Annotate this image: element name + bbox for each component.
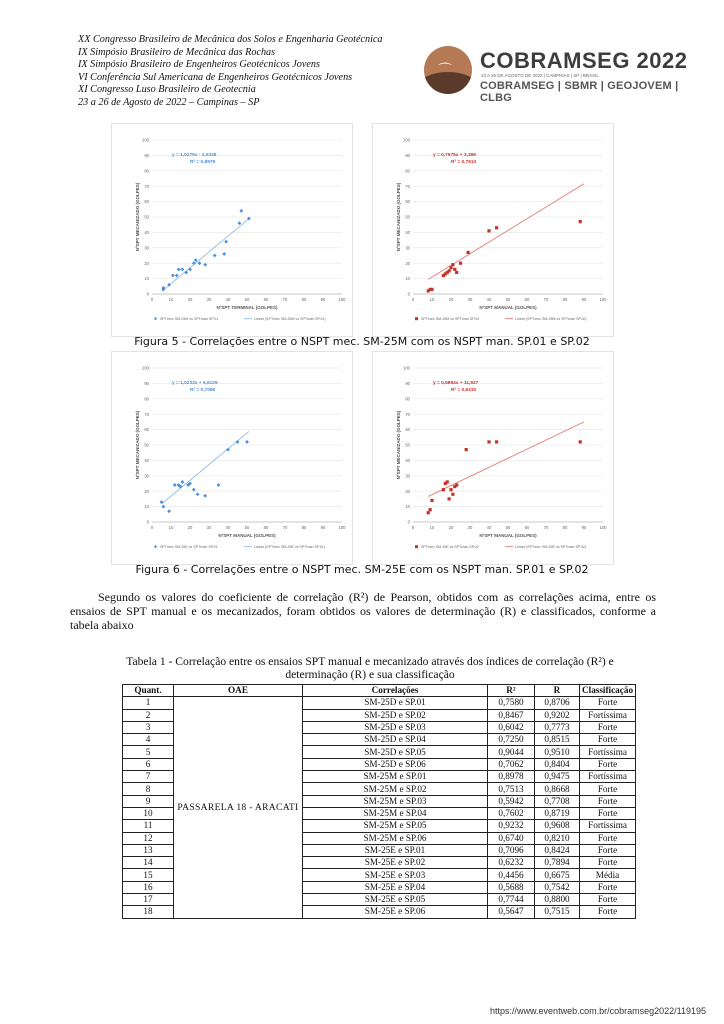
data-point <box>181 480 185 484</box>
data-point <box>429 508 432 511</box>
data-point <box>162 505 166 509</box>
figure5-caption: Figura 5 - Correlações entre o NSPT mec. SM-25M com os NSPT man. SP.01 e SP.02 <box>134 335 590 348</box>
data-point <box>430 288 433 291</box>
x-tick-label: 50 <box>244 525 250 530</box>
cell-classificacao: Forte <box>580 881 636 893</box>
x-tick-label: 10 <box>429 525 435 530</box>
cell-r2: 0,4456 <box>488 869 535 881</box>
cell-quant: 9 <box>123 795 174 807</box>
x-axis-label: NºSPT MANUAL (GOLPES) <box>479 305 537 310</box>
cell-quant: 5 <box>123 746 174 758</box>
data-point <box>579 220 582 223</box>
cell-quant: 18 <box>123 906 174 918</box>
x-tick-label: 30 <box>467 525 473 530</box>
x-tick-label: 40 <box>225 525 231 530</box>
x-tick-label: 60 <box>524 297 530 302</box>
cell-r2: 0,7513 <box>488 783 535 795</box>
cell-classificacao: Forte <box>580 894 636 906</box>
y-tick-label: 100 <box>142 365 149 371</box>
header-r: R <box>535 685 580 697</box>
cell-r2: 0,9232 <box>488 820 535 832</box>
cell-r2: 0,8467 <box>488 709 535 721</box>
y-tick-label: 40 <box>144 458 149 463</box>
y-tick-label: 20 <box>405 260 410 266</box>
cell-r: 0,8210 <box>535 832 580 844</box>
correlation-table <box>122 684 636 919</box>
data-point <box>192 261 196 265</box>
x-tick-label: 50 <box>505 525 511 530</box>
cell-classificacao: Forte <box>580 795 636 807</box>
scatter-plot <box>373 124 613 336</box>
data-point <box>487 440 490 443</box>
y-tick-label: 70 <box>144 411 149 417</box>
header-line: IX Simpósio Brasileiro de Engenheiros Geotécnicos Jovens <box>78 59 320 71</box>
data-point <box>226 448 230 452</box>
cell-correlacao: SM-25D e SP.05 <box>303 746 488 758</box>
data-point <box>213 254 217 258</box>
cell-quant: 3 <box>123 721 174 733</box>
data-point <box>579 440 582 443</box>
trend-equation: y = 0,5894x + 11,927 <box>433 381 479 386</box>
x-tick-label: 70 <box>543 297 549 302</box>
x-tick-label: 80 <box>301 297 307 302</box>
cell-r: 0,8719 <box>535 807 580 819</box>
data-point <box>167 509 171 513</box>
legend-entry: Linear (SPTmec SM-25E vs SPTman SP.02) <box>515 545 587 549</box>
cell-classificacao: Fortíssima <box>580 746 636 758</box>
y-tick-label: 100 <box>403 137 410 143</box>
data-point <box>427 511 430 514</box>
data-point <box>188 267 192 271</box>
y-tick-label: 90 <box>405 153 410 158</box>
data-point <box>495 440 498 443</box>
y-tick-label: 30 <box>405 245 410 251</box>
y-tick-label: 80 <box>405 396 410 402</box>
y-tick-label: 20 <box>405 488 410 494</box>
legend-entry: SPTmec SM-25E vs SPTman SP.01 <box>160 545 218 549</box>
x-tick-label: 90 <box>581 297 587 302</box>
y-tick-label: 100 <box>142 137 149 143</box>
cell-correlacao: SM-25M e SP.02 <box>303 783 488 795</box>
x-tick-label: 60 <box>263 297 269 302</box>
table-body <box>123 697 636 918</box>
x-tick-label: 100 <box>338 297 346 302</box>
data-point <box>203 494 207 498</box>
cell-classificacao: Forte <box>580 906 636 918</box>
header-quant: Quant. <box>123 685 174 697</box>
trend-line <box>162 431 249 504</box>
cell-classificacao: Média <box>580 869 636 881</box>
y-axis-label: NºSPT MECANIZADO (GOLPES) <box>396 182 401 252</box>
cell-classificacao: Forte <box>580 844 636 856</box>
cell-quant: 11 <box>123 820 174 832</box>
x-tick-label: 90 <box>320 525 326 530</box>
x-tick-label: 50 <box>244 297 250 302</box>
y-tick-label: 90 <box>405 381 410 386</box>
data-point <box>217 483 221 487</box>
conference-header <box>78 34 383 110</box>
cell-classificacao: Forte <box>580 857 636 869</box>
figure6-chart-left <box>111 351 353 565</box>
cell-r: 0,7542 <box>535 881 580 893</box>
y-tick-label: 30 <box>144 473 149 479</box>
y-tick-label: 10 <box>144 504 149 510</box>
trend-line <box>428 422 584 497</box>
x-tick-label: 80 <box>301 525 307 530</box>
logo-subtitle: 23 A 26 DE AGOSTO DE 2022 | CAMPINAS | SP | BRASIL <box>481 73 599 78</box>
figure6-caption: Figura 6 - Correlações entre o NSPT mec. SM-25E com os NSPT man. SP.01 e SP.02 <box>135 563 589 576</box>
x-tick-label: 40 <box>225 297 231 302</box>
legend-entry: Linear (SPTmec SM-25M vs SPTman SP.01) <box>254 317 326 321</box>
cell-r2: 0,8978 <box>488 771 535 783</box>
data-point <box>224 240 228 244</box>
data-point <box>239 209 243 213</box>
cell-quant: 6 <box>123 758 174 770</box>
x-tick-label: 10 <box>168 525 174 530</box>
y-tick-label: 30 <box>405 473 410 479</box>
x-tick-label: 20 <box>187 297 193 302</box>
cell-correlacao: SM-25D e SP.04 <box>303 734 488 746</box>
data-point <box>451 263 454 266</box>
cell-r: 0,9510 <box>535 746 580 758</box>
r-squared-label: R² = 0,7513 <box>451 160 477 165</box>
trend-equation: y = 1,0233x + 6,6129 <box>172 381 218 386</box>
cell-r: 0,8668 <box>535 783 580 795</box>
x-tick-label: 50 <box>505 297 511 302</box>
cell-r2: 0,5942 <box>488 795 535 807</box>
r-squared-label: R² = 0,7096 <box>190 388 216 393</box>
y-tick-label: 30 <box>144 245 149 251</box>
header-line: 23 a 26 de Agosto de 2022 – Campinas – SP <box>78 96 260 108</box>
legend-entry: Linear (SPTmec SM-25E vs SPTman SP.01) <box>254 545 326 549</box>
x-tick-label: 0 <box>411 297 415 302</box>
header-oae: OAE <box>174 685 303 697</box>
cell-r2: 0,7250 <box>488 734 535 746</box>
y-tick-label: 50 <box>144 214 149 220</box>
y-tick-label: 70 <box>405 411 410 417</box>
r-squared-label: R² = 0,6232 <box>451 388 477 393</box>
cell-correlacao: SM-25E e SP.05 <box>303 894 488 906</box>
x-tick-label: 10 <box>429 297 435 302</box>
trend-equation: y = 0,7575x + 3,399 <box>433 153 476 158</box>
x-axis-label: NºSPT MANUAL (GOLPES) <box>218 533 276 538</box>
x-tick-label: 20 <box>448 297 454 302</box>
data-point <box>453 268 456 271</box>
data-point <box>171 274 175 278</box>
cell-classificacao: Fortíssima <box>580 820 636 832</box>
cell-correlacao: SM-25M e SP.06 <box>303 832 488 844</box>
y-tick-label: 90 <box>144 153 149 158</box>
cell-correlacao: SM-25E e SP.06 <box>303 906 488 918</box>
legend-marker <box>415 317 418 320</box>
x-tick-label: 100 <box>599 297 607 302</box>
y-tick-label: 60 <box>405 427 410 433</box>
cell-r: 0,9202 <box>535 709 580 721</box>
legend-entry: SPTmec SM-25E vs SPTman SP.02 <box>421 545 479 549</box>
data-point <box>430 499 433 502</box>
table-caption: Tabela 1 - Correlação entre os ensaios SPT manual e mecanizado através dos índices de correlação (R²) e determinação (R) e sua classificação <box>126 655 614 681</box>
cell-r2: 0,5647 <box>488 906 535 918</box>
header-classificacao: Classificação <box>580 685 636 697</box>
cell-classificacao: Forte <box>580 758 636 770</box>
cell-r2: 0,7062 <box>488 758 535 770</box>
y-tick-label: 0 <box>146 519 149 525</box>
y-tick-label: 20 <box>144 488 149 494</box>
cell-correlacao: SM-25D e SP.02 <box>303 709 488 721</box>
header-line: VI Conferência Sul Americana de Engenheiros Geotécnicos Jovens <box>78 71 353 83</box>
y-tick-label: 50 <box>144 442 149 448</box>
cell-correlacao: SM-25M e SP.03 <box>303 795 488 807</box>
cell-correlacao: SM-25D e SP.01 <box>303 697 488 709</box>
logo-title: COBRAMSEG 2022 <box>480 48 688 73</box>
cell-classificacao: Forte <box>580 832 636 844</box>
y-tick-label: 20 <box>144 260 149 266</box>
y-tick-label: 50 <box>405 442 410 448</box>
cell-oae: PASSARELA 18 - ARACATI <box>174 697 303 918</box>
y-tick-label: 10 <box>405 504 410 510</box>
cell-r2: 0,5688 <box>488 881 535 893</box>
y-tick-label: 100 <box>403 365 410 371</box>
cell-correlacao: SM-25M e SP.04 <box>303 807 488 819</box>
data-point <box>467 251 470 254</box>
cell-correlacao: SM-25D e SP.03 <box>303 721 488 733</box>
x-axis-label: NºSPT TERMINAL (GOLPES) <box>216 305 278 310</box>
paragraph-text: Segundo os valores do coeficiente de correlação (R²) de Pearson, obtidos com as correlações acima, entre os ensaios de SPT manual e os mecanizados, foram obtidos os valores de determinação (R) e classificados, conforme a tabela abaixo <box>70 590 656 633</box>
y-axis-label: NºSPT MECANIZADO (GOLPES) <box>135 182 140 252</box>
y-tick-label: 70 <box>405 183 410 189</box>
cell-correlacao: SM-25E e SP.03 <box>303 869 488 881</box>
cell-r: 0,8800 <box>535 894 580 906</box>
y-tick-label: 80 <box>144 168 149 174</box>
cell-classificacao: Forte <box>580 734 636 746</box>
y-tick-label: 80 <box>405 168 410 174</box>
data-point <box>451 493 454 496</box>
y-tick-label: 50 <box>405 214 410 220</box>
x-tick-label: 90 <box>581 525 587 530</box>
x-axis-label: NºSPT MANUAL (GOLPES) <box>479 533 537 538</box>
cell-quant: 17 <box>123 894 174 906</box>
cell-r2: 0,7096 <box>488 844 535 856</box>
cell-r2: 0,9044 <box>488 746 535 758</box>
cell-classificacao: Fortíssima <box>580 709 636 721</box>
x-tick-label: 90 <box>320 297 326 302</box>
cell-quant: 7 <box>123 771 174 783</box>
cell-r2: 0,7602 <box>488 807 535 819</box>
x-tick-label: 100 <box>599 525 607 530</box>
data-point <box>442 488 445 491</box>
x-tick-label: 30 <box>206 525 212 530</box>
trend-line <box>162 219 249 292</box>
cell-r: 0,8706 <box>535 697 580 709</box>
data-point <box>459 262 462 265</box>
legend-entry: Linear (SPTmec SM-25M vs SPTman SP.02) <box>515 317 587 321</box>
x-tick-label: 0 <box>150 525 154 530</box>
cell-classificacao: Forte <box>580 697 636 709</box>
data-point <box>175 274 179 278</box>
data-point <box>495 226 498 229</box>
header-line: XX Congresso Brasileiro de Mecânica dos Solos e Engenharia Geotécnica <box>78 34 383 45</box>
legend-marker <box>415 545 418 548</box>
y-tick-label: 0 <box>407 519 410 525</box>
scatter-plot <box>112 352 352 564</box>
y-tick-label: 0 <box>407 291 410 297</box>
cobramseg-logo <box>424 46 694 104</box>
cell-r2: 0,6232 <box>488 857 535 869</box>
table-row <box>123 697 636 709</box>
y-axis-label: NºSPT MECANIZADO (GOLPES) <box>135 410 140 480</box>
y-tick-label: 60 <box>144 427 149 433</box>
y-tick-label: 60 <box>405 199 410 205</box>
x-tick-label: 30 <box>206 297 212 302</box>
cell-correlacao: SM-25E e SP.01 <box>303 844 488 856</box>
cell-correlacao: SM-25E e SP.02 <box>303 857 488 869</box>
data-point <box>448 269 451 272</box>
x-tick-label: 100 <box>338 525 346 530</box>
header-line: XI Congresso Luso Brasileiro de Geotecnia <box>78 84 256 96</box>
cell-r2: 0,6042 <box>488 721 535 733</box>
cell-r: 0,7708 <box>535 795 580 807</box>
y-tick-label: 10 <box>405 276 410 282</box>
cell-quant: 13 <box>123 844 174 856</box>
x-tick-label: 40 <box>486 297 492 302</box>
cell-r: 0,7515 <box>535 906 580 918</box>
legend-marker <box>154 317 157 320</box>
data-point <box>449 266 452 269</box>
data-point <box>449 488 452 491</box>
cell-quant: 4 <box>123 734 174 746</box>
y-axis-label: NºSPT MECANIZADO (GOLPES) <box>396 410 401 480</box>
cell-quant: 2 <box>123 709 174 721</box>
cell-correlacao: SM-25M e SP.01 <box>303 771 488 783</box>
data-point <box>222 252 226 256</box>
cell-r2: 0,6740 <box>488 832 535 844</box>
data-point <box>446 480 449 483</box>
cell-r: 0,7894 <box>535 857 580 869</box>
x-tick-label: 30 <box>467 297 473 302</box>
header-correlacoes: Correlações <box>303 685 488 697</box>
cell-classificacao: Forte <box>580 721 636 733</box>
cell-correlacao: SM-25E e SP.04 <box>303 881 488 893</box>
data-point <box>177 267 181 271</box>
body-paragraph <box>70 590 656 633</box>
x-tick-label: 60 <box>524 525 530 530</box>
y-tick-label: 90 <box>144 381 149 386</box>
y-tick-label: 0 <box>146 291 149 297</box>
scatter-plot <box>112 124 352 336</box>
figure5-chart-right <box>372 123 614 337</box>
logo-orgs: COBRAMSEG | SBMR | GEOJOVEM | CLBG <box>480 80 679 104</box>
y-tick-label: 10 <box>144 276 149 282</box>
cell-quant: 16 <box>123 881 174 893</box>
data-point <box>236 440 240 444</box>
data-point <box>448 497 451 500</box>
x-tick-label: 70 <box>282 297 288 302</box>
cell-correlacao: SM-25M e SP.05 <box>303 820 488 832</box>
cell-classificacao: Forte <box>580 807 636 819</box>
cell-quant: 1 <box>123 697 174 709</box>
logo-mark-icon: ⌒ <box>424 46 472 94</box>
cell-correlacao: SM-25D e SP.06 <box>303 758 488 770</box>
y-tick-label: 80 <box>144 396 149 402</box>
data-point <box>238 221 242 225</box>
x-tick-label: 70 <box>543 525 549 530</box>
cell-r: 0,7773 <box>535 721 580 733</box>
trend-equation: y = 1,0279x - 3,5348 <box>172 153 217 158</box>
data-point <box>184 271 188 275</box>
cell-r: 0,8424 <box>535 844 580 856</box>
cell-quant: 12 <box>123 832 174 844</box>
legend-marker <box>154 545 157 548</box>
legend-entry: SPTmec SM-25M vs SPTman SP.01 <box>160 317 219 321</box>
x-tick-label: 60 <box>263 525 269 530</box>
cell-classificacao: Forte <box>580 783 636 795</box>
y-tick-label: 60 <box>144 199 149 205</box>
cell-quant: 10 <box>123 807 174 819</box>
cell-r: 0,8515 <box>535 734 580 746</box>
y-tick-label: 40 <box>405 230 410 235</box>
cell-r2: 0,7580 <box>488 697 535 709</box>
x-tick-label: 80 <box>562 525 568 530</box>
cell-r: 0,8404 <box>535 758 580 770</box>
x-tick-label: 0 <box>150 297 154 302</box>
header-r2: R² <box>488 685 535 697</box>
x-tick-label: 20 <box>448 525 454 530</box>
data-point <box>198 261 202 265</box>
y-tick-label: 70 <box>144 183 149 189</box>
cell-classificacao: Fortíssima <box>580 771 636 783</box>
y-tick-label: 40 <box>144 230 149 235</box>
x-tick-label: 0 <box>411 525 415 530</box>
data-point <box>245 440 249 444</box>
x-tick-label: 70 <box>282 525 288 530</box>
data-point <box>196 492 200 496</box>
r-squared-label: R² = 0,8978 <box>190 160 216 165</box>
cell-r: 0,9475 <box>535 771 580 783</box>
cell-quant: 8 <box>123 783 174 795</box>
data-point <box>465 448 468 451</box>
x-tick-label: 20 <box>187 525 193 530</box>
cell-quant: 15 <box>123 869 174 881</box>
cell-r2: 0,7744 <box>488 894 535 906</box>
scatter-plot <box>373 352 613 564</box>
cell-r: 0,9608 <box>535 820 580 832</box>
y-tick-label: 40 <box>405 458 410 463</box>
data-point <box>487 229 490 232</box>
table-header-row <box>123 685 636 697</box>
cell-quant: 14 <box>123 857 174 869</box>
footer-url: https://www.eventweb.com.br/cobramseg2022/119195 <box>490 1006 706 1016</box>
cell-r: 0,6675 <box>535 869 580 881</box>
header-line: IX Simpósio Brasileiro de Mecânica das Rochas <box>78 46 276 58</box>
x-tick-label: 80 <box>562 297 568 302</box>
x-tick-label: 40 <box>486 525 492 530</box>
x-tick-label: 10 <box>168 297 174 302</box>
figure5-chart-left <box>111 123 353 337</box>
legend-entry: SPTmec SM-25M vs SPTman SP.02 <box>421 317 480 321</box>
figure6-chart-right <box>372 351 614 565</box>
data-point <box>181 267 185 271</box>
data-point <box>455 483 458 486</box>
data-point <box>173 483 177 487</box>
data-point <box>455 271 458 274</box>
